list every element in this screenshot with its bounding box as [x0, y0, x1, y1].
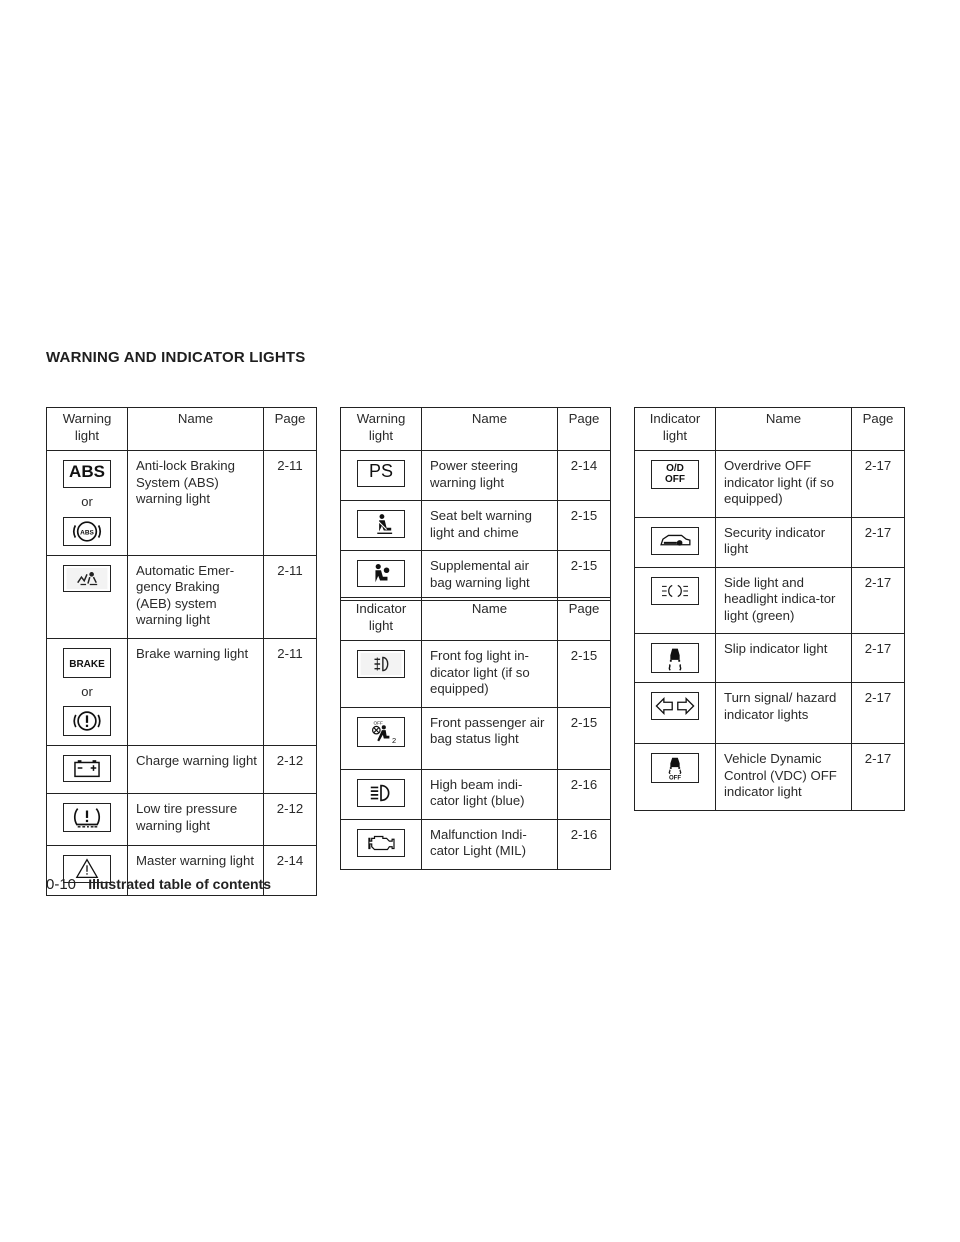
ps-icon: PS — [357, 460, 405, 487]
page-ref: 2-11 — [264, 451, 317, 556]
turn-signal-arrows-icon — [651, 692, 699, 720]
table-row — [341, 707, 611, 769]
page-ref: 2-17 — [852, 744, 905, 811]
table-header-row — [47, 408, 317, 451]
light-name: Slip indicator light — [716, 634, 852, 683]
page-ref: 2-17 — [852, 634, 905, 683]
vdc-off-icon — [651, 753, 699, 783]
light-name: Supplemental air bag warning light — [422, 551, 558, 601]
light-name: Brake warning light — [128, 638, 264, 746]
od-off-icon: O/D OFF — [651, 460, 699, 489]
header-name: Name — [422, 408, 558, 451]
light-name: Security indicator light — [716, 517, 852, 567]
engine-mil-icon — [357, 829, 405, 857]
table-row — [47, 638, 317, 746]
table-header-row — [341, 408, 611, 451]
svg-text:ABS: ABS — [80, 528, 94, 536]
seat-belt-icon — [357, 510, 405, 538]
slip-icon — [651, 643, 699, 673]
abs-icon: ABS — [63, 460, 111, 488]
table-row — [635, 567, 905, 634]
footer-book-title: Illustrated table of contents — [88, 876, 272, 892]
page-ref: 2-14 — [264, 846, 317, 896]
warning-lights-table-1 — [46, 407, 317, 896]
indicator-lights-table-1 — [340, 597, 611, 870]
page-ref: 2-16 — [558, 769, 611, 819]
aeb-icon — [63, 565, 111, 592]
light-name: Side light and headlight indica-tor light (green) — [716, 567, 852, 634]
page-ref: 2-11 — [264, 555, 317, 638]
page-footer — [46, 876, 271, 893]
light-name: Charge warning light — [128, 746, 264, 794]
brake-text-icon: BRAKE — [63, 648, 111, 678]
table-row — [635, 683, 905, 744]
table-row — [635, 744, 905, 811]
light-name: Malfunction Indi-cator Light (MIL) — [422, 819, 558, 869]
page-ref: 2-16 — [558, 819, 611, 869]
battery-icon — [63, 755, 111, 782]
table-header-row — [341, 598, 611, 641]
table-row — [341, 551, 611, 601]
table-row — [47, 746, 317, 794]
header-light: Indicator light — [635, 408, 716, 451]
page-ref: 2-17 — [852, 451, 905, 518]
header-name: Name — [422, 598, 558, 641]
page-ref: 2-15 — [558, 707, 611, 769]
light-name: Vehicle Dynamic Control (VDC) OFF indicator light — [716, 744, 852, 811]
table-row — [341, 769, 611, 819]
header-name: Name — [128, 408, 264, 451]
warning-lights-table-2 — [340, 407, 611, 601]
page-ref: 2-15 — [558, 501, 611, 551]
section-title: WARNING AND INDICATOR LIGHTS — [46, 349, 306, 366]
page-ref: 2-15 — [558, 551, 611, 601]
table-row — [341, 641, 611, 708]
page-ref: 2-14 — [558, 451, 611, 501]
header-light: Warning light — [47, 408, 128, 451]
or-label: or — [81, 494, 93, 509]
light-name: Overdrive OFF indicator light (if so equipped) — [716, 451, 852, 518]
page-ref: 2-12 — [264, 746, 317, 794]
page-ref: 2-17 — [852, 683, 905, 744]
table-row — [635, 517, 905, 567]
page-ref: 2-12 — [264, 794, 317, 846]
page-ref: 2-11 — [264, 638, 317, 746]
table-row — [341, 819, 611, 869]
light-name: Anti-lock Braking System (ABS) warning light — [128, 451, 264, 556]
light-name: Seat belt warning light and chime — [422, 501, 558, 551]
light-name: Front passenger air bag status light — [422, 707, 558, 769]
table-row — [635, 634, 905, 683]
table-header-row — [635, 408, 905, 451]
abs-circle-icon — [63, 517, 111, 546]
header-light: Warning light — [341, 408, 422, 451]
header-page: Page — [558, 408, 611, 451]
high-beam-icon — [357, 779, 405, 807]
table-row — [47, 794, 317, 846]
side-light-icon — [651, 577, 699, 605]
page-ref: 2-17 — [852, 567, 905, 634]
table-row — [341, 451, 611, 501]
svg-text:OFF: OFF — [373, 720, 383, 726]
light-name: High beam indi-cator light (blue) — [422, 769, 558, 819]
or-label: or — [81, 683, 93, 699]
indicator-lights-table-2 — [634, 407, 905, 811]
header-page: Page — [264, 408, 317, 451]
table-row — [47, 451, 317, 556]
table-row — [341, 501, 611, 551]
front-fog-icon — [357, 650, 405, 678]
light-name: Power steering warning light — [422, 451, 558, 501]
passenger-airbag-off-icon — [357, 717, 405, 747]
light-name: Turn signal/ hazard indicator lights — [716, 683, 852, 744]
light-name: Automatic Emer-gency Braking (AEB) system warning light — [128, 555, 264, 638]
page-ref: 2-15 — [558, 641, 611, 708]
footer-page-number: 0-10 — [46, 876, 77, 893]
header-page: Page — [558, 598, 611, 641]
page-ref: 2-17 — [852, 517, 905, 567]
svg-text:2: 2 — [391, 735, 397, 745]
header-name: Name — [716, 408, 852, 451]
light-name: Front fog light in-dicator light (if so equipped) — [422, 641, 558, 708]
svg-text:OFF: OFF — [668, 775, 682, 782]
table-row — [635, 451, 905, 518]
tire-pressure-icon — [63, 803, 111, 832]
airbag-icon — [357, 560, 405, 587]
light-name: Master warning light — [128, 846, 264, 896]
light-name: Low tire pressure warning light — [128, 794, 264, 846]
header-light: Indicator light — [341, 598, 422, 641]
header-page: Page — [852, 408, 905, 451]
table-row — [47, 555, 317, 638]
brake-circle-icon — [63, 706, 111, 736]
security-car-key-icon — [651, 527, 699, 555]
